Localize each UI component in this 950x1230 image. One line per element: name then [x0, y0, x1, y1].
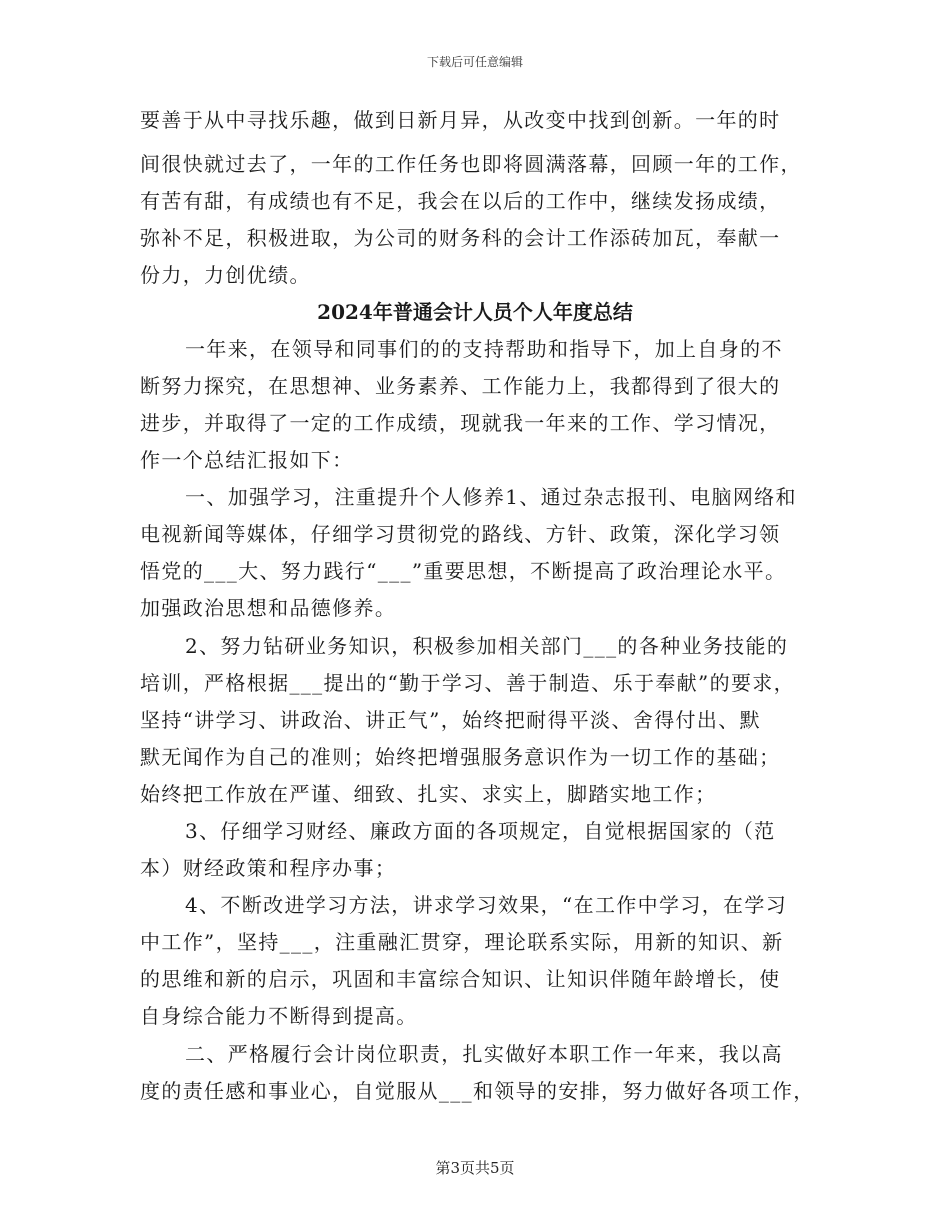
- body-line: 度的责任感和事业心，自觉服从___和领导的安排，努力做好各项工作，: [140, 1079, 815, 1103]
- body-line: 本）财经政策和程序办事；: [140, 856, 397, 880]
- body-line: 进步，并取得了一定的工作成绩，现就我一年来的工作、学习情况，: [140, 411, 781, 435]
- body-line: 作一个总结汇报如下：: [140, 448, 354, 472]
- body-line: 悟党的___大、努力践行“___”重要思想，不断提高了政治理论水平。: [140, 559, 787, 583]
- body-line: 自身综合能力不断得到提高。: [140, 1004, 418, 1028]
- page-number: 第3页共5页: [435, 1159, 515, 1177]
- body-line: 二、严格履行会计岗位职责，扎实做好本职工作一年来，我以高: [185, 1042, 783, 1066]
- body-line: 的思维和新的启示，巩固和丰富综合知识、让知识伴随年龄增长，使: [140, 967, 781, 991]
- body-line: 3、仔细学习财经、廉政方面的各项规定，自觉根据国家的（范: [185, 819, 776, 843]
- body-line: 始终把工作放在严谨、细致、扎实、求实上，脚踏实地工作；: [140, 782, 717, 806]
- body-line: 要善于从中寻找乐趣，做到日新月异，从改变中找到创新。一年的时: [140, 108, 781, 132]
- body-line: 电视新闻等媒体，仔细学习贯彻党的路线、方针、政策，深化学习领: [140, 522, 781, 546]
- body-line: 默无闻作为自己的准则；始终把增强服务意识作为一切工作的基础；: [140, 745, 781, 769]
- body-line: 加强政治思想和品德修养。: [140, 596, 397, 620]
- page-header-note: 下载后可任意编辑: [426, 55, 523, 69]
- body-line: 间很快就过去了，一年的工作任务也即将圆满落幕，回顾一年的工作，: [140, 152, 802, 176]
- body-line: 弥补不足，积极进取，为公司的财务科的会计工作添砖加瓦，奉献一: [140, 226, 781, 250]
- body-line: 有苦有甜，有成绩也有不足，我会在以后的工作中，继续发扬成绩，: [140, 189, 781, 213]
- body-line: 4、不断改进学习方法，讲求学习效果，“在工作中学习，在学习: [185, 893, 788, 917]
- body-line: 培训，严格根据___提出的“勤于学习、善于制造、乐于奉献”的要求，: [140, 671, 795, 695]
- body-line: 中工作”，坚持___，注重融汇贯穿，理论联系实际，用新的知识、新: [140, 930, 784, 954]
- body-line: 一年来，在领导和同事们的的支持帮助和指导下，加上自身的不: [185, 337, 783, 361]
- body-line: 一、加强学习，注重提升个人修养1、通过杂志报刊、电脑网络和: [185, 485, 797, 509]
- body-line: 2、努力钻研业务知识，积极参加相关部门___的各种业务技能的: [185, 634, 789, 658]
- body-line: 断努力探究，在思想神、业务素养、工作能力上，我都得到了很大的: [140, 374, 781, 398]
- body-line: 坚持“讲学习、讲政治、讲正气”，始终把耐得平淡、舍得付出、默: [140, 708, 761, 732]
- body-line: 份力，力创优绩。: [140, 263, 311, 287]
- document-title: 2024年普通会计人员个人年度总结: [317, 300, 633, 324]
